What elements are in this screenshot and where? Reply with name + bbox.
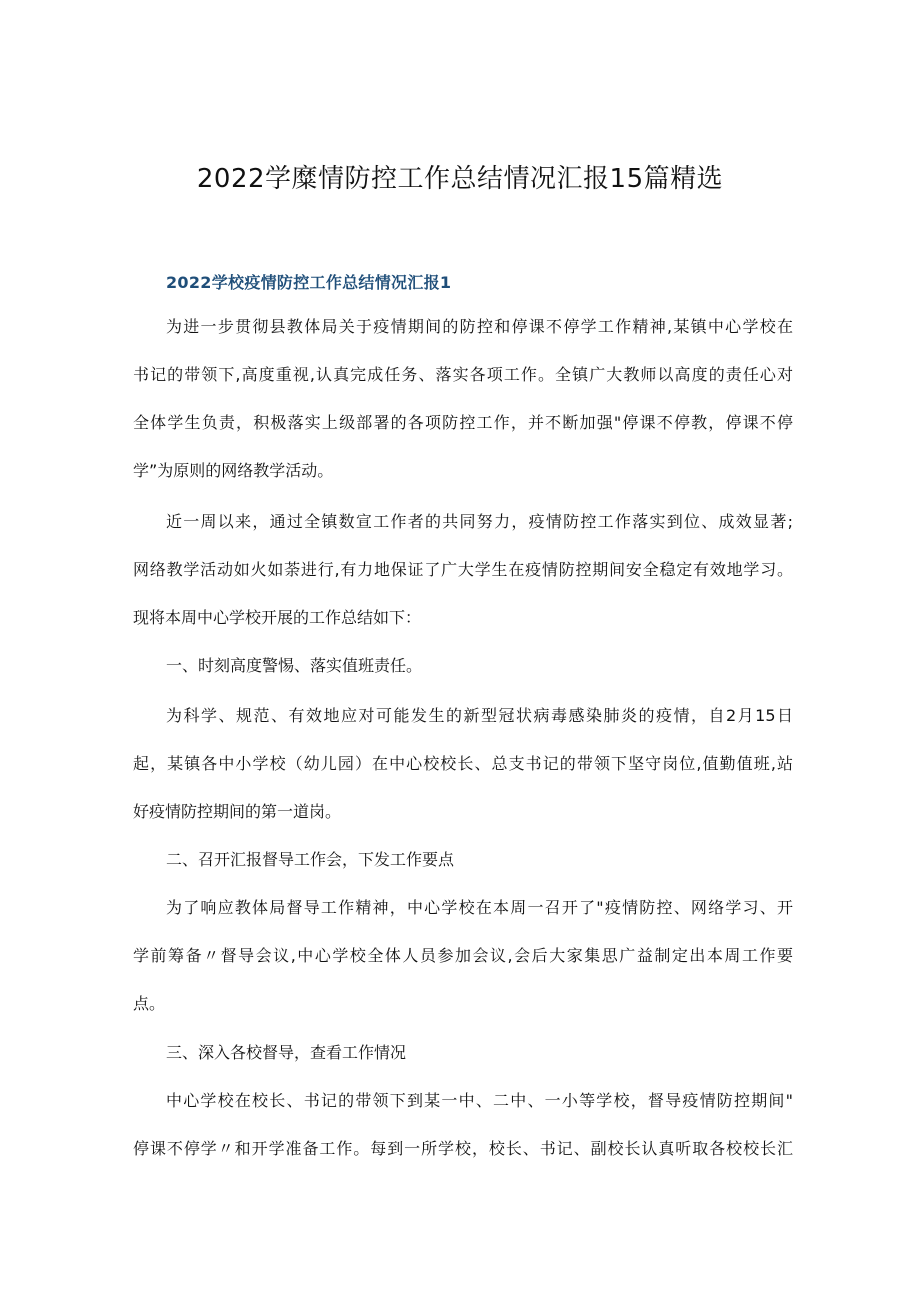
paragraph-line: 为了响应教体局督导工作精神，中心学校在本周一召开了"疫情防控、网络学习、开 — [166, 898, 793, 917]
document-title: 2022学糜情防控工作总结情况汇报15篇精选 — [196, 164, 724, 194]
paragraph-line: 近一周以来，通过全镇数宣工作者的共同努力，疫情防控工作落实到位、成效显著; — [166, 512, 793, 531]
paragraph-line: 中心学校在校长、书记的带领下到某一中、二中、一小等学校，督导疫情防控期间" — [166, 1091, 793, 1110]
subheading-line: 三、深入各校督导，查看工作情况 — [166, 1043, 407, 1062]
section-heading: 2022学校疫情防控工作总结情况汇报1 — [166, 273, 452, 292]
paragraph-line: 为科学、规范、有效地应对可能发生的新型冠状病毒感染肺炎的疫情，自2月15日 — [166, 706, 793, 725]
paragraph-line: 学前筹备〃督导会议,中心学校全体人员参加会议,会后大家集思广益制定出本周工作要 — [133, 946, 793, 965]
subheading-line: 二、召开汇报督导工作会，下发工作要点 — [166, 850, 455, 869]
paragraph-line: 现将本周中心学校开展的工作总结如下： — [133, 608, 422, 627]
paragraph-line: 网络教学活动如火如荼进行,有力地保证了广大学生在疫情防控期间安全稳定有效地学习。 — [133, 560, 793, 579]
subheading-line: 一、时刻高度警惕、落实值班责任。 — [166, 656, 423, 675]
paragraph-line: 全体学生负责，积极落实上级部署的各项防控工作，并不断加强"停课不停教，停课不停 — [133, 413, 793, 432]
paragraph-line: 学”为原则的网络教学活动。 — [133, 461, 334, 480]
paragraph-line: 停课不停学〃和开学准备工作。每到一所学校，校长、书记、副校长认真听取各校校长汇 — [133, 1139, 793, 1158]
paragraph-line: 点。 — [133, 994, 166, 1013]
paragraph-line: 好疫情防控期间的第一道岗。 — [133, 802, 342, 821]
paragraph-line: 书记的带领下,高度重视,认真完成任务、落实各项工作。全镇广大教师以高度的责任心对 — [133, 365, 793, 384]
paragraph-line: 为进一步贯彻县教体局关于疫情期间的防控和停课不停学工作精神,某镇中心学校在 — [166, 317, 793, 336]
paragraph-line: 起，某镇各中小学校（幼儿园）在中心校校长、总支书记的带领下坚守岗位,值勤值班,站 — [133, 754, 793, 773]
